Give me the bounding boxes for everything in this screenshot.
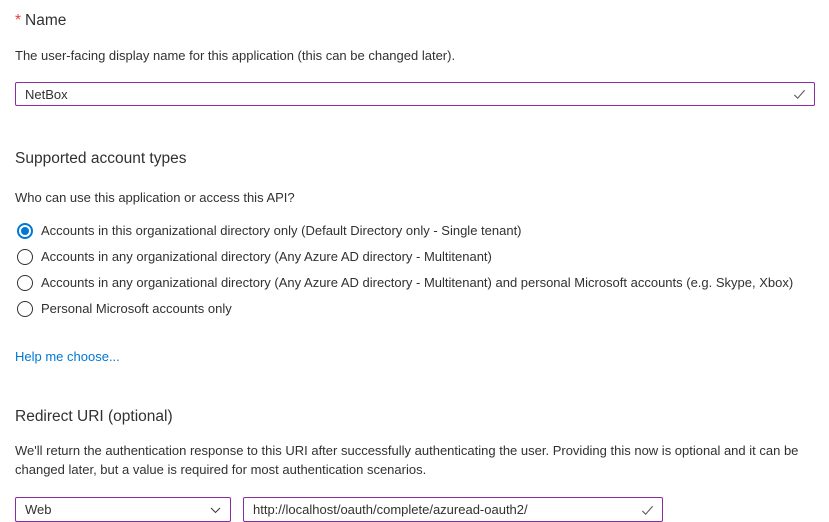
redirect-uri-section [15,408,815,522]
redirect-uri-description: We'll return the authentication response to this URI after successfully authenticating the user. Providing this now is optional and it can be changed later, but a value is required for most authentication scenarios. [15,443,799,477]
name-input[interactable] [15,82,815,106]
radio-label: Accounts in any organizational directory (Any Azure AD directory - Multitenant) and personal Microsoft accounts (e.g. Skype, Xbox) [41,275,794,290]
radio-multitenant-personal[interactable] [15,270,815,296]
account-types-section [15,150,815,366]
platform-select-value: Web [25,502,52,517]
account-types-question: Who can use this application or access this API? [15,190,295,205]
name-section-title [15,12,815,30]
chevron-down-icon [209,503,222,516]
required-asterisk: * [15,12,22,29]
radio-label: Accounts in any organizational directory (Any Azure AD directory - Multitenant) [41,249,492,264]
radio-personal-only[interactable] [15,296,815,322]
account-types-title: Supported account types [15,150,187,167]
help-me-choose-link[interactable]: Help me choose... [15,349,120,364]
radio-unselected-icon [17,301,33,317]
uri-field-wrap [243,497,663,522]
redirect-uri-input[interactable] [243,497,663,522]
name-field-wrap [15,82,815,106]
radio-label: Accounts in this organizational directory only (Default Directory only - Single tenant) [41,223,522,238]
name-title-text: Name [25,12,67,29]
radio-single-tenant[interactable] [15,218,815,244]
redirect-uri-row [15,497,815,522]
radio-label: Personal Microsoft accounts only [41,301,232,316]
name-description: The user-facing display name for this application (this can be changed later). [15,48,456,63]
redirect-uri-title: Redirect URI (optional) [15,408,173,425]
radio-unselected-icon [17,249,33,265]
radio-multitenant[interactable] [15,244,815,270]
platform-select[interactable] [15,497,231,522]
account-types-radio-group [15,218,815,322]
radio-unselected-icon [17,275,33,291]
radio-selected-icon [17,223,33,239]
